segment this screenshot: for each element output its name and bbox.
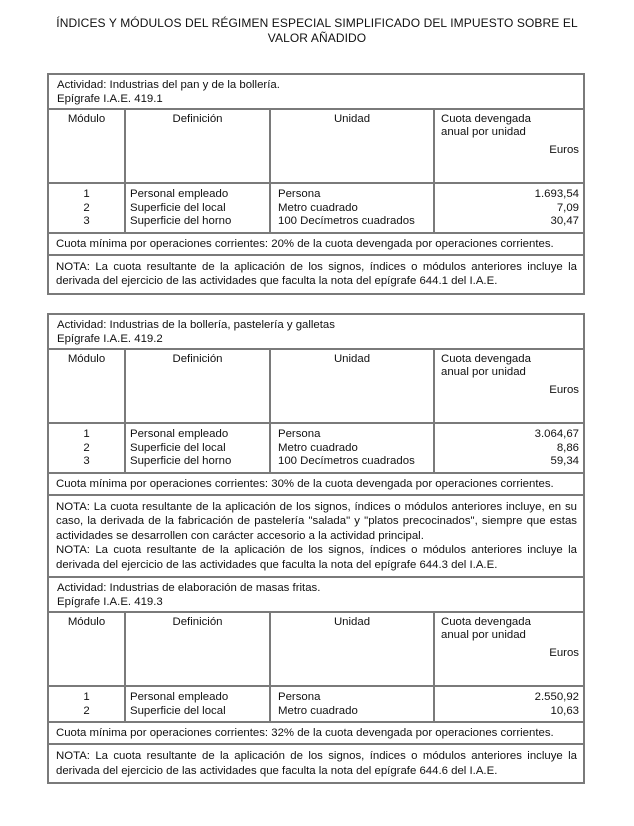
row-3-unidad: 100 Decímetros cuadrados: [278, 455, 415, 467]
row-1-modulo: 1: [83, 188, 90, 200]
column-cuota: [433, 687, 583, 721]
column-cuota: [433, 424, 583, 472]
header-unidad: Unidad: [269, 350, 433, 422]
row-3-definicion: Superficie del horno: [130, 455, 232, 467]
row-2-cuota: 7,09: [556, 201, 579, 214]
epigrafe: Epígrafe I.A.E. 419.3: [57, 596, 163, 608]
column-modulo: [49, 424, 124, 472]
row-1-cuota: 3.064,67: [534, 428, 579, 440]
title-line-1: ÍNDICES Y MÓDULOS DEL RÉGIMEN ESPECIAL SIMPLIFICADO DEL IMPUESTO SOBRE EL: [56, 16, 578, 30]
column-definicion: [124, 687, 269, 721]
row-2-definicion: Superficie del local: [130, 201, 226, 214]
row-1-modulo: 1: [83, 691, 90, 703]
header-unidad: Unidad: [269, 613, 433, 685]
modules-table: [49, 108, 583, 232]
table-header: [49, 110, 583, 182]
column-modulo: [49, 687, 124, 721]
row-2-definicion: Superficie del local: [130, 704, 226, 717]
nota-text: NOTA: La cuota resultante de la aplicación de los signos, índices o módulos anteriores incluye la derivada del ejercicio de las actividades que faculta la nota del epígrafe 644.1 del I.A.E.: [56, 260, 577, 287]
header-euros: Euros: [549, 144, 579, 156]
header-euros: Euros: [549, 647, 579, 659]
table-body: [49, 422, 583, 472]
row-3-modulo: 3: [83, 455, 90, 467]
row-1-definicion: Personal empleado: [130, 428, 229, 440]
header-modulo: Módulo: [67, 113, 106, 125]
nota-section: [49, 743, 583, 782]
header-cuota: [433, 350, 583, 422]
row-2-modulo: 2: [83, 201, 90, 214]
table-body: [49, 182, 583, 232]
nota-text: NOTA: La cuota resultante de la aplicación de los signos, índices o módulos anteriores incluye la derivada del ejercicio de las actividades que faculta la nota del epígrafe 644.6 del I.A.E.: [56, 750, 577, 777]
column-definicion: [124, 424, 269, 472]
header-modulo: Módulo: [67, 353, 106, 365]
document-title: [40, 16, 594, 46]
epigrafe: Epígrafe I.A.E. 419.2: [57, 333, 163, 345]
header-definicion: Definición: [124, 110, 269, 182]
epigrafe: Epígrafe I.A.E. 419.1: [57, 93, 163, 105]
row-2-unidad: Metro cuadrado: [278, 441, 358, 454]
header-cuota-line1: Cuota devengada: [441, 616, 531, 628]
row-3-modulo: 3: [83, 215, 90, 227]
header-modulo: Módulo: [67, 616, 106, 628]
row-1-cuota: 2.550,92: [534, 691, 579, 703]
row-2-cuota: 10,63: [550, 704, 579, 717]
cuota-minima: Cuota mínima por operaciones corrientes: 20% de la cuota devengada por operaciones corrientes.: [49, 232, 583, 254]
nota-section: [49, 494, 583, 577]
row-3-unidad: 100 Decímetros cuadrados: [278, 215, 415, 227]
row-1-definicion: Personal empleado: [130, 188, 229, 200]
row-3-definicion: Superficie del horno: [130, 215, 232, 227]
header-cuota-line1: Cuota devengada: [441, 113, 531, 125]
header-cuota-line2: anual por unidad: [441, 126, 526, 138]
header-cuota-line1: Cuota devengada: [441, 353, 531, 365]
row-2-unidad: Metro cuadrado: [278, 201, 358, 214]
header-cuota-line2: anual por unidad: [441, 629, 526, 641]
activity-title: Actividad: Industrias de la bollería, pastelería y galletas: [57, 319, 335, 331]
row-2-unidad: Metro cuadrado: [278, 704, 358, 717]
activity-title: Actividad: Industrias de elaboración de masas fritas.: [57, 582, 321, 594]
header-unidad: Unidad: [269, 110, 433, 182]
row-2-modulo: 2: [83, 704, 90, 717]
table-header: [49, 350, 583, 422]
nota-section: [49, 254, 583, 293]
activity-header: [49, 578, 583, 611]
row-2-modulo: 2: [83, 441, 90, 454]
nota-text-2: NOTA: La cuota resultante de la aplicación de los signos, índices o módulos anteriores incluye la derivada del ejercicio de las actividades que faculta la nota del epígrafe 644.3 del I.A.E.: [56, 544, 577, 571]
column-cuota: [433, 184, 583, 232]
column-unidad: [269, 424, 433, 472]
activity-header: [49, 75, 583, 108]
modules-table: [49, 611, 583, 721]
activity-block-2: [47, 313, 585, 578]
column-modulo: [49, 184, 124, 232]
row-1-unidad: Persona: [278, 428, 321, 440]
row-1-unidad: Persona: [278, 188, 321, 200]
column-unidad: [269, 184, 433, 232]
header-definicion: Definición: [124, 350, 269, 422]
table-body: [49, 685, 583, 721]
cuota-minima: Cuota mínima por operaciones corrientes: 32% de la cuota devengada por operaciones corrientes.: [49, 721, 583, 743]
table-header: [49, 613, 583, 685]
column-definicion: [124, 184, 269, 232]
row-1-modulo: 1: [83, 428, 90, 440]
row-2-cuota: 8,86: [556, 441, 579, 454]
activity-header: [49, 315, 583, 348]
activity-block-1: [47, 73, 585, 295]
row-3-cuota: 30,47: [550, 215, 579, 227]
activity-block-3: [47, 576, 585, 784]
title-line-2: VALOR AÑADIDO: [267, 31, 367, 45]
activity-title: Actividad: Industrias del pan y de la bollería.: [57, 79, 280, 91]
header-cuota-line2: anual por unidad: [441, 366, 526, 378]
row-1-unidad: Persona: [278, 691, 321, 703]
cuota-minima: Cuota mínima por operaciones corrientes: 30% de la cuota devengada por operaciones corrientes.: [49, 472, 583, 494]
row-1-definicion: Personal empleado: [130, 691, 229, 703]
row-3-cuota: 59,34: [550, 455, 579, 467]
header-cuota: [433, 613, 583, 685]
header-definicion: Definición: [124, 613, 269, 685]
header-cuota: [433, 110, 583, 182]
row-2-definicion: Superficie del local: [130, 441, 226, 454]
column-unidad: [269, 687, 433, 721]
header-euros: Euros: [549, 384, 579, 396]
modules-table: [49, 348, 583, 472]
row-1-cuota: 1.693,54: [534, 188, 579, 200]
nota-text: NOTA: La cuota resultante de la aplicación de los signos, índices o módulos anteriores incluye, en su caso, la derivada de la fabricación de pastelería "salada" y "platos precocinados", siempre que estas actividades se desarrollen con carácter accesorio a la actividad principal.: [56, 500, 577, 542]
